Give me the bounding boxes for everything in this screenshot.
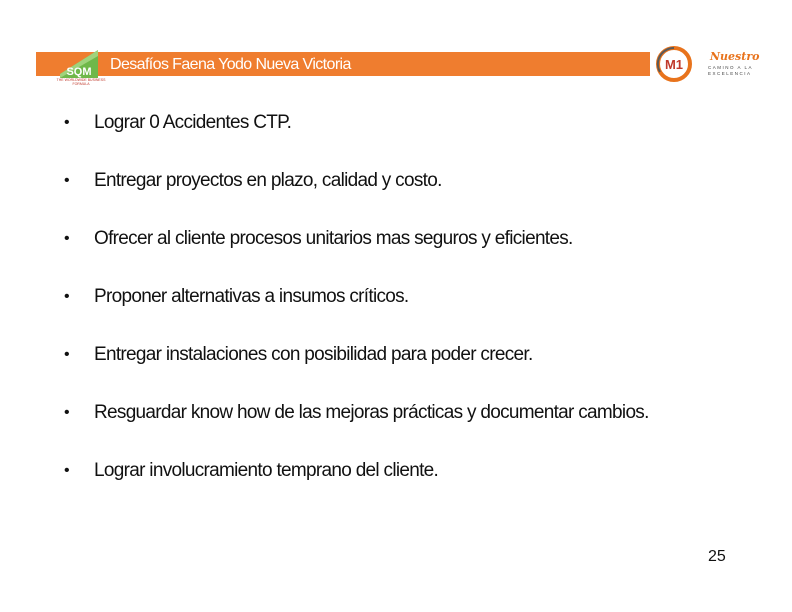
list-item: • Entregar proyectos en plazo, calidad y costo. — [58, 170, 738, 192]
m1-script-text: Nuestro — [710, 50, 760, 63]
list-item: • Lograr involucramiento temprano del cliente. — [58, 460, 738, 482]
list-item: • Proponer alternativas a insumos críticos. — [58, 286, 738, 308]
objectives-list — [58, 112, 738, 518]
m1-tagline-2: EXCELENCIA — [708, 71, 752, 76]
slide-title: Desafíos Faena Yodo Nueva Victoria — [110, 56, 351, 73]
m1-nuestro-logo — [654, 42, 760, 86]
sqm-tagline: THE WORLDWIDE BUSINESS FORMULA — [56, 78, 106, 86]
sqm-logo-text: SQM — [66, 66, 92, 78]
m1-tagline-1: CAMINO A LA — [708, 65, 754, 70]
page-number: 25 — [708, 548, 726, 565]
m1-badge-text: M1 — [664, 57, 684, 72]
list-item: • Lograr 0 Accidentes CTP. — [58, 112, 738, 134]
list-item: • Ofrecer al cliente procesos unitarios mas seguros y eficientes. — [58, 228, 738, 250]
list-item: • Entregar instalaciones con posibilidad para poder crecer. — [58, 344, 738, 366]
list-item: • Resguardar know how de las mejoras prácticas y documentar cambios. — [58, 402, 694, 424]
